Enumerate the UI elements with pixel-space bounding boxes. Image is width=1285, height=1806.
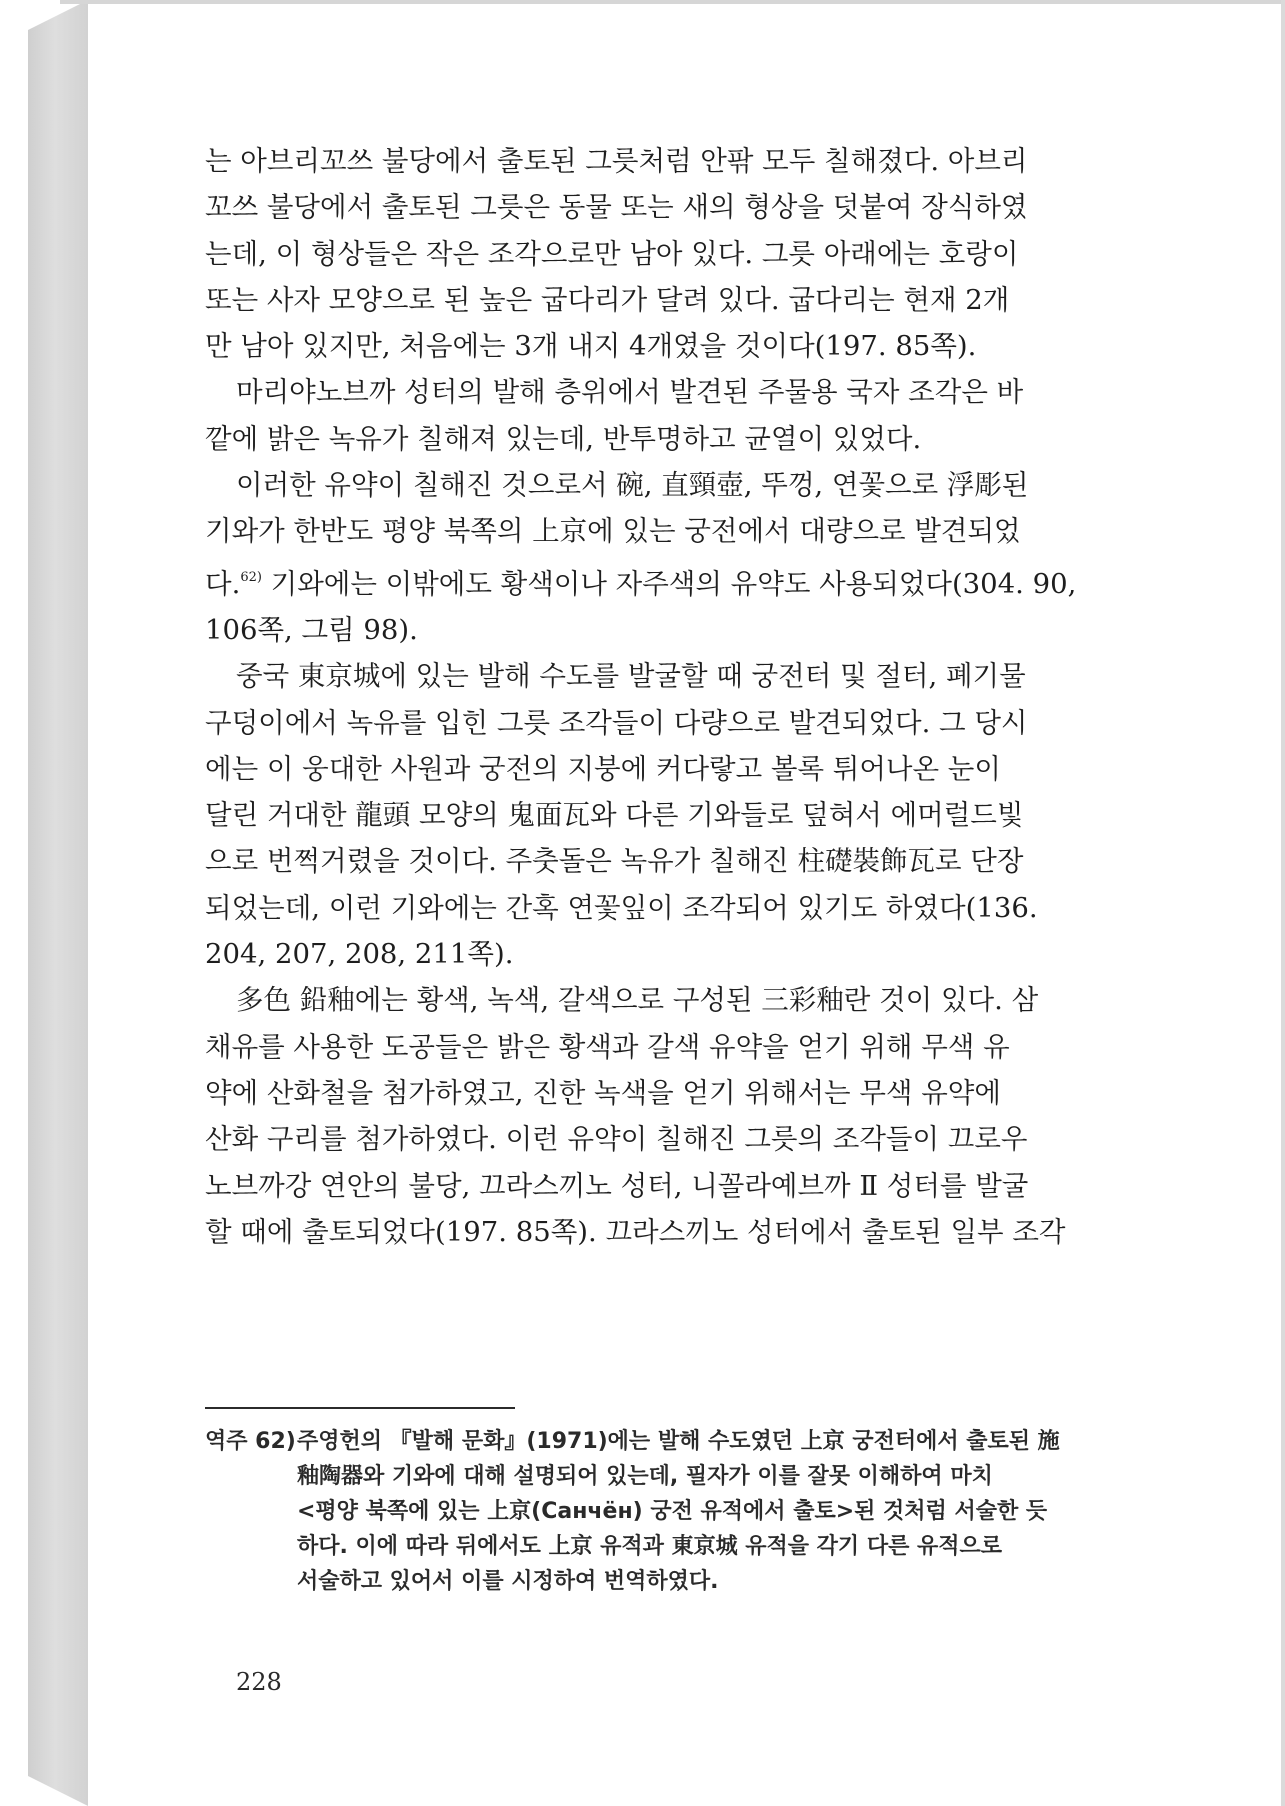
footnote-reference[interactable]: 62) bbox=[240, 569, 262, 585]
page-number: 228 bbox=[236, 1668, 282, 1696]
text-line: 106쪽, 그림 98). bbox=[205, 613, 418, 646]
paragraph-2 bbox=[205, 369, 1141, 462]
text-line: 이러한 유약이 칠해진 것으로서 碗, 直頸壺, 뚜껑, 연꽃으로 浮彫된 bbox=[236, 469, 1029, 502]
footnote-text bbox=[297, 1424, 1141, 1599]
footnote-line: 주영헌의 『발해 문화』(1971)에는 발해 수도였던 上京 궁전터에서 출토된 施 bbox=[297, 1429, 1060, 1454]
text-line: 산화 구리를 첨가하였다. 이런 유약이 칠해진 그릇의 조각들이 끄로우 bbox=[205, 1123, 1028, 1156]
text-line: 기와가 한반도 평양 북쪽의 上京에 있는 궁전에서 대량으로 발견되었 bbox=[205, 515, 1021, 548]
footnote-line: 하다. 이에 따라 뒤에서도 上京 유적과 東京城 유적을 각기 다른 유적으로 bbox=[297, 1534, 1002, 1559]
paragraph-4 bbox=[205, 653, 1141, 977]
footnote-line: 釉陶器와 기와에 대해 설명되어 있는데, 필자가 이를 잘못 이해하여 마치 bbox=[297, 1464, 993, 1489]
paragraph-5 bbox=[205, 977, 1141, 1255]
text-line bbox=[205, 568, 1076, 600]
footnote-line: 서술하고 있어서 이를 시정하여 번역하였다. bbox=[297, 1569, 719, 1594]
footnote-label: 역주 62) bbox=[205, 1429, 296, 1454]
footnote-line: <평양 북쪽에 있는 上京(Санчён) 궁전 유적에서 출토>된 것처럼 서술한 듯 bbox=[297, 1499, 1048, 1524]
text-line: 또는 사자 모양으로 된 높은 굽다리가 달려 있다. 굽다리는 현재 2개 bbox=[205, 283, 1010, 316]
text-line: 으로 번쩍거렸을 것이다. 주춧돌은 녹유가 칠해진 柱礎裝飾瓦로 단장 bbox=[205, 845, 1024, 878]
text-line: 204, 207, 208, 211쪽). bbox=[205, 938, 514, 971]
footnote-divider bbox=[205, 1407, 515, 1409]
text-line: 마리야노브까 성터의 발해 층위에서 발견된 주물용 국자 조각은 바 bbox=[236, 376, 1024, 409]
text-line: 노브까강 연안의 불당, 끄라스끼노 성터, 니꼴라예브까 Ⅱ 성터를 발굴 bbox=[205, 1169, 1029, 1202]
paragraph-1 bbox=[205, 138, 1141, 369]
text-line: 만 남아 있지만, 처음에는 3개 내지 4개였을 것이다(197. 85쪽). bbox=[205, 330, 977, 363]
paragraph-3 bbox=[205, 462, 1141, 653]
text-line: 는 아브리꼬쓰 불당에서 출토된 그릇처럼 안팎 모두 칠해졌다. 아브리 bbox=[205, 145, 1028, 177]
text-line: 깥에 밝은 녹유가 칠해져 있는데, 반투명하고 균열이 있었다. bbox=[205, 422, 922, 455]
text-fragment: 다. bbox=[205, 567, 241, 600]
book-spine-edge bbox=[28, 0, 88, 1806]
translator-footnote bbox=[205, 1424, 1141, 1599]
text-line: 되었는데, 이런 기와에는 간혹 연꽃잎이 조각되어 있기도 하였다(136. bbox=[205, 891, 1038, 924]
text-line: 구덩이에서 녹유를 입힌 그릇 조각들이 다량으로 발견되었다. 그 당시 bbox=[205, 706, 1028, 739]
text-line: 약에 산화철을 첨가하였고, 진한 녹색을 얻기 위해서는 무색 유약에 bbox=[205, 1076, 1001, 1109]
text-line: 는데, 이 형상들은 작은 조각으로만 남아 있다. 그릇 아래에는 호랑이 bbox=[205, 237, 1019, 270]
book-right-edge bbox=[1281, 0, 1285, 1806]
text-fragment: 기와에는 이밖에도 황색이나 자주색의 유약도 사용되었다(304. 90, bbox=[261, 567, 1077, 600]
text-line: 꼬쓰 불당에서 출토된 그릇은 동물 또는 새의 형상을 덧붙여 장식하였 bbox=[205, 191, 1028, 224]
text-line: 할 때에 출토되었다(197. 85쪽). 끄라스끼노 성터에서 출토된 일부 조각 bbox=[205, 1215, 1066, 1248]
text-line: 달린 거대한 龍頭 모양의 鬼面瓦와 다른 기와들로 덮혀서 에머럴드빛 bbox=[205, 799, 1024, 832]
text-line: 에는 이 웅대한 사원과 궁전의 지붕에 커다랗고 볼록 튀어나온 눈이 bbox=[205, 752, 1001, 785]
text-line: 多色 鉛釉에는 황색, 녹색, 갈색으로 구성된 三彩釉란 것이 있다. 삼 bbox=[236, 984, 1039, 1017]
text-line: 중국 東京城에 있는 발해 수도를 발굴할 때 궁전터 및 절터, 폐기물 bbox=[236, 660, 1026, 693]
text-line: 채유를 사용한 도공들은 밝은 황색과 갈색 유약을 얻기 위해 무색 유 bbox=[205, 1030, 1010, 1063]
body-text bbox=[205, 138, 1141, 1255]
